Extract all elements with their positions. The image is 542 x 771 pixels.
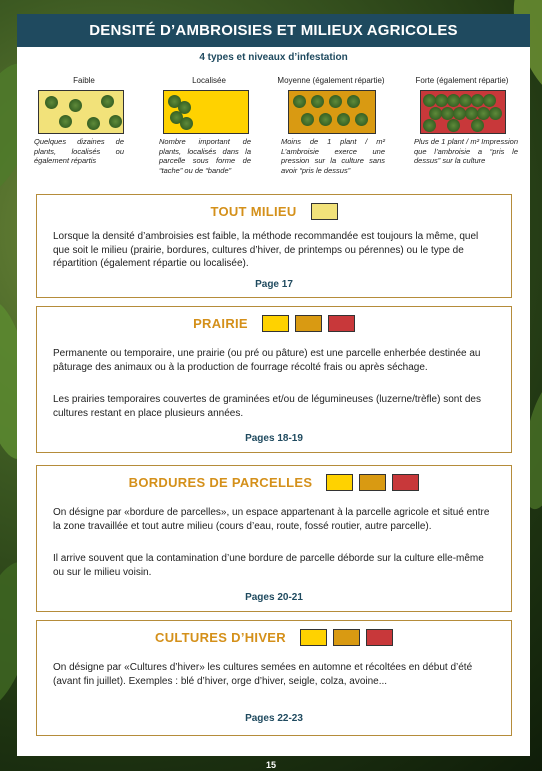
infestation-subtitle: 4 types et niveaux d’infestation (199, 52, 348, 63)
section-title: CULTURES D’HIVER (155, 630, 286, 645)
section-title: BORDURES DE PARCELLES (128, 475, 313, 490)
infestation-type-forte (406, 76, 518, 166)
section-pages-link[interactable]: Page 17 (255, 279, 293, 290)
section-text: Lorsque la densité d’ambroisies est faible, la méthode recommandée est toujours la même, quel que soit le milieu (prairie, bordures, cultures d’hiver, de printemps ou pérennes) ou le type de répartition (également répartie ou localisée). (53, 231, 479, 269)
section-pages-link[interactable]: Pages 22-23 (245, 713, 303, 724)
type-label: Faible (73, 76, 95, 85)
infestation-type-moyenne (275, 76, 387, 175)
section-tout-milieu (36, 194, 512, 298)
infestation-type-localisee (159, 76, 259, 175)
section-bordures-de-parcelles (36, 465, 512, 612)
type-description: Nombre important de plants, localisés dans la parcelle sous forme de “tache” ou de “bande” (159, 137, 251, 175)
section-header (37, 629, 511, 646)
section-cultures-d-hiver (36, 620, 512, 736)
type-illustration (288, 90, 376, 134)
density-swatch-localisee (300, 629, 327, 646)
page-title: DENSITÉ D’AMBROISIES ET MILIEUX AGRICOLES (17, 14, 530, 47)
type-description: Plus de 1 plant / m² Impression que l’ambroisie a “pris le dessus” sur la culture (414, 137, 518, 165)
section-title: TOUT MILIEU (210, 204, 297, 219)
density-swatch-moyenne (333, 629, 360, 646)
section-text: On désigne par «bordure de parcelles», un espace appartenant à la parcelle agricole et situé entre la zone travaillée et tout autre milieu (cours d’eau, route, fossé routier, autre parcelle). (53, 507, 490, 532)
type-description: Moins de 1 plant / m² L’ambroisie exerce une pression sur la culture sans avoir “pris le dessus” (281, 137, 385, 175)
infestation-type-faible (34, 76, 134, 166)
section-prairie (36, 306, 512, 453)
page-number: 15 (265, 760, 276, 770)
type-illustration (420, 90, 506, 134)
content-card (17, 14, 530, 756)
type-description: Quelques dizaines de plants, localisés ou également répartis (34, 137, 124, 165)
section-title: PRAIRIE (193, 316, 248, 331)
section-text-2: Les prairies temporaires couvertes de graminées et/ou de légumineuses (luzerne/trèfle) sont des cultures restant en place plusieurs années. (53, 394, 481, 419)
density-swatch-localisee (326, 474, 353, 491)
type-label: Forte (également répartie) (415, 76, 509, 85)
section-pages-link[interactable]: Pages 18-19 (245, 433, 303, 444)
density-swatch-moyenne (295, 315, 322, 332)
density-swatch-forte (328, 315, 355, 332)
type-illustration (163, 90, 249, 134)
type-label: Moyenne (également répartie) (277, 76, 385, 85)
density-swatch-faible (311, 203, 338, 220)
type-illustration (38, 90, 124, 134)
type-label: Localisée (192, 76, 226, 85)
density-swatch-localisee (262, 315, 289, 332)
section-header (37, 315, 511, 332)
density-swatch-forte (366, 629, 393, 646)
section-text-2: Il arrive souvent que la contamination d’une bordure de parcelle déborde sur la culture elle-même ou sur le milieu voisin. (53, 553, 484, 578)
section-header (37, 203, 511, 220)
section-text: On désigne par «Cultures d’hiver» les cultures semées en automne et récoltées en début d’été (avant fin juillet). Exemples : blé d’hiver, orge d’hiver, seigle, colza, avoine... (53, 662, 473, 687)
section-pages-link[interactable]: Pages 20-21 (245, 592, 303, 603)
section-text: Permanente ou temporaire, une prairie (ou pré ou pâture) est une parcelle enherbée destinée au pâturage des animaux ou à la production de fourrage récolté frais ou après séchage. (53, 348, 481, 373)
section-header (37, 474, 511, 491)
density-swatch-forte (392, 474, 419, 491)
density-swatch-moyenne (359, 474, 386, 491)
